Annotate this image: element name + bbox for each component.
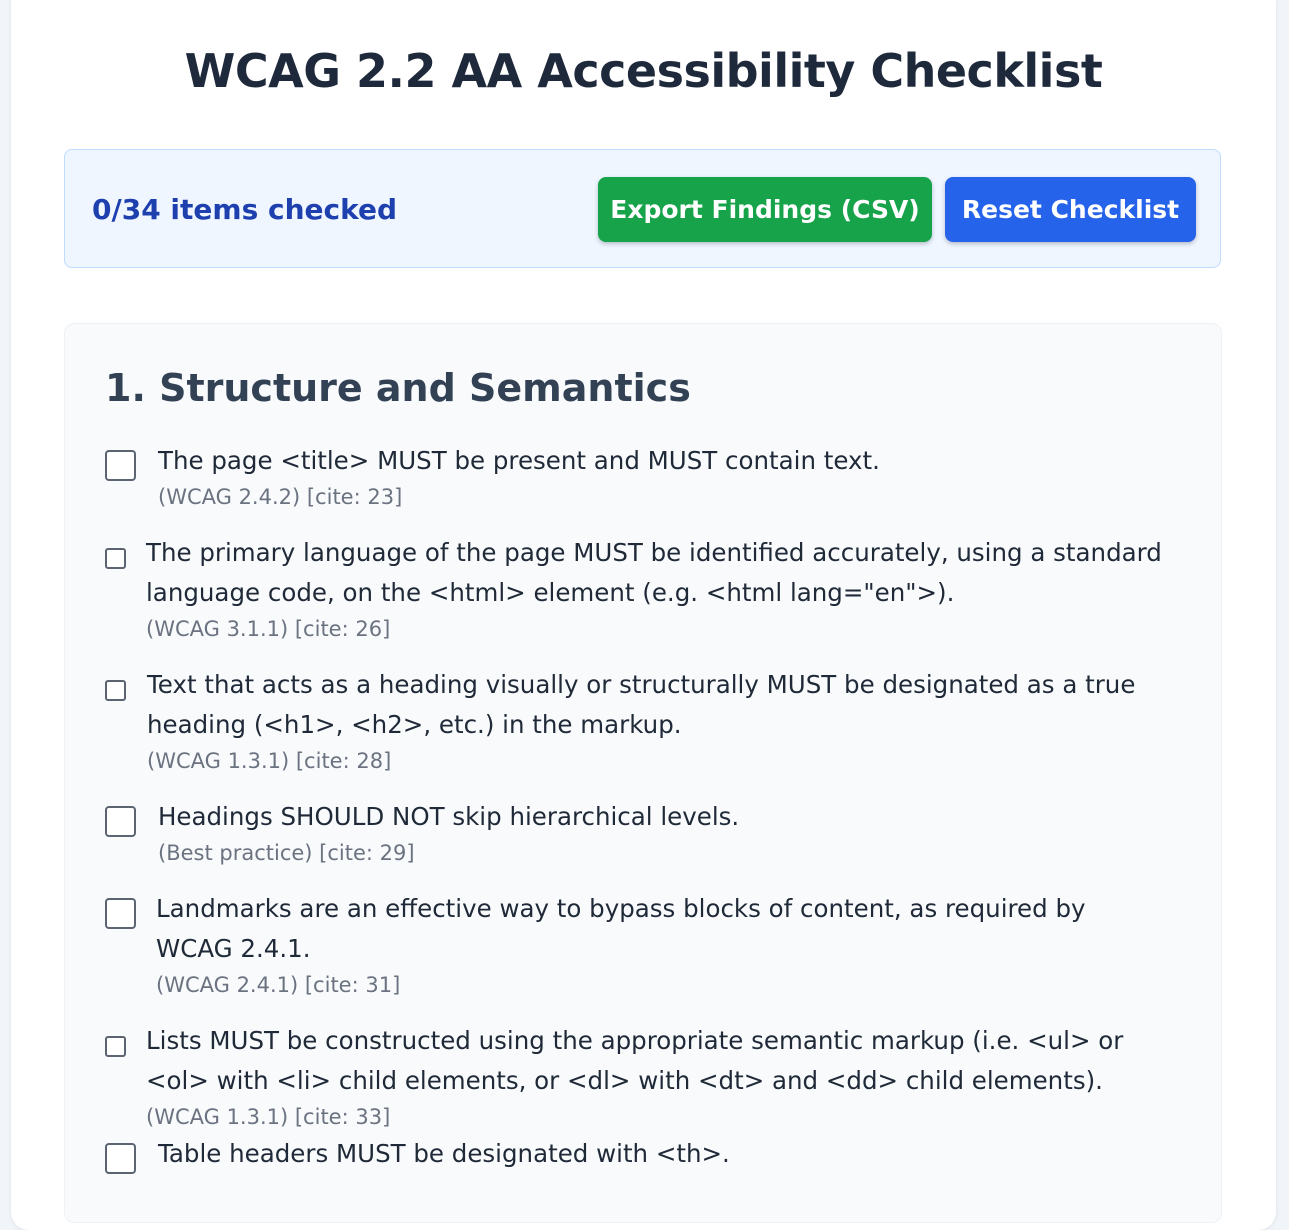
section-structure-semantics (64, 323, 1222, 1223)
item-checkbox[interactable] (105, 548, 126, 569)
reset-checklist-button[interactable]: Reset Checklist (945, 177, 1196, 242)
export-findings-button[interactable]: Export Findings (CSV) (598, 177, 932, 242)
item-checkbox[interactable] (105, 450, 136, 481)
item-text: The page <title> MUST be present and MUST contain text. (158, 446, 880, 475)
checklist-page (11, 0, 1276, 1230)
item-text: Lists MUST be constructed using the appropriate semantic markup (i.e. <ul> or <ol> with <li> child elements, or <dl> with <dt> and <dd> child elements). (146, 1026, 1124, 1095)
progress-counter: 0/34 items checked (92, 193, 398, 226)
item-reference: (WCAG 1.3.1) [cite: 28] (147, 749, 392, 773)
item-checkbox[interactable] (105, 680, 126, 701)
item-reference: (WCAG 2.4.2) [cite: 23] (158, 485, 403, 509)
page-title: WCAG 2.2 AA Accessibility Checklist (184, 44, 1103, 98)
item-text: Landmarks are an effective way to bypass blocks of content, as required by WCAG 2.4.1. (156, 894, 1086, 963)
item-checkbox[interactable] (105, 1143, 136, 1174)
section-title: 1. Structure and Semantics (105, 366, 691, 410)
item-checkbox[interactable] (105, 898, 136, 929)
item-reference: (WCAG 3.1.1) [cite: 26] (146, 617, 391, 641)
item-text: Table headers MUST be designated with <th>. (158, 1139, 730, 1168)
item-text: Headings SHOULD NOT skip hierarchical levels. (158, 802, 740, 831)
item-reference: (WCAG 2.4.1) [cite: 31] (156, 973, 401, 997)
item-reference: (WCAG 1.3.1) [cite: 33] (146, 1105, 391, 1129)
item-text: Text that acts as a heading visually or structurally MUST be designated as a true heading (<h1>, <h2>, etc.) in the markup. (147, 670, 1136, 739)
item-text: The primary language of the page MUST be identified accurately, using a standard language code, on the <html> element (e.g. <html lang="en">). (146, 538, 1162, 607)
item-checkbox[interactable] (105, 806, 136, 837)
progress-toolbar (64, 149, 1221, 268)
item-checkbox[interactable] (105, 1036, 126, 1057)
item-reference: (Best practice) [cite: 29] (158, 841, 415, 865)
